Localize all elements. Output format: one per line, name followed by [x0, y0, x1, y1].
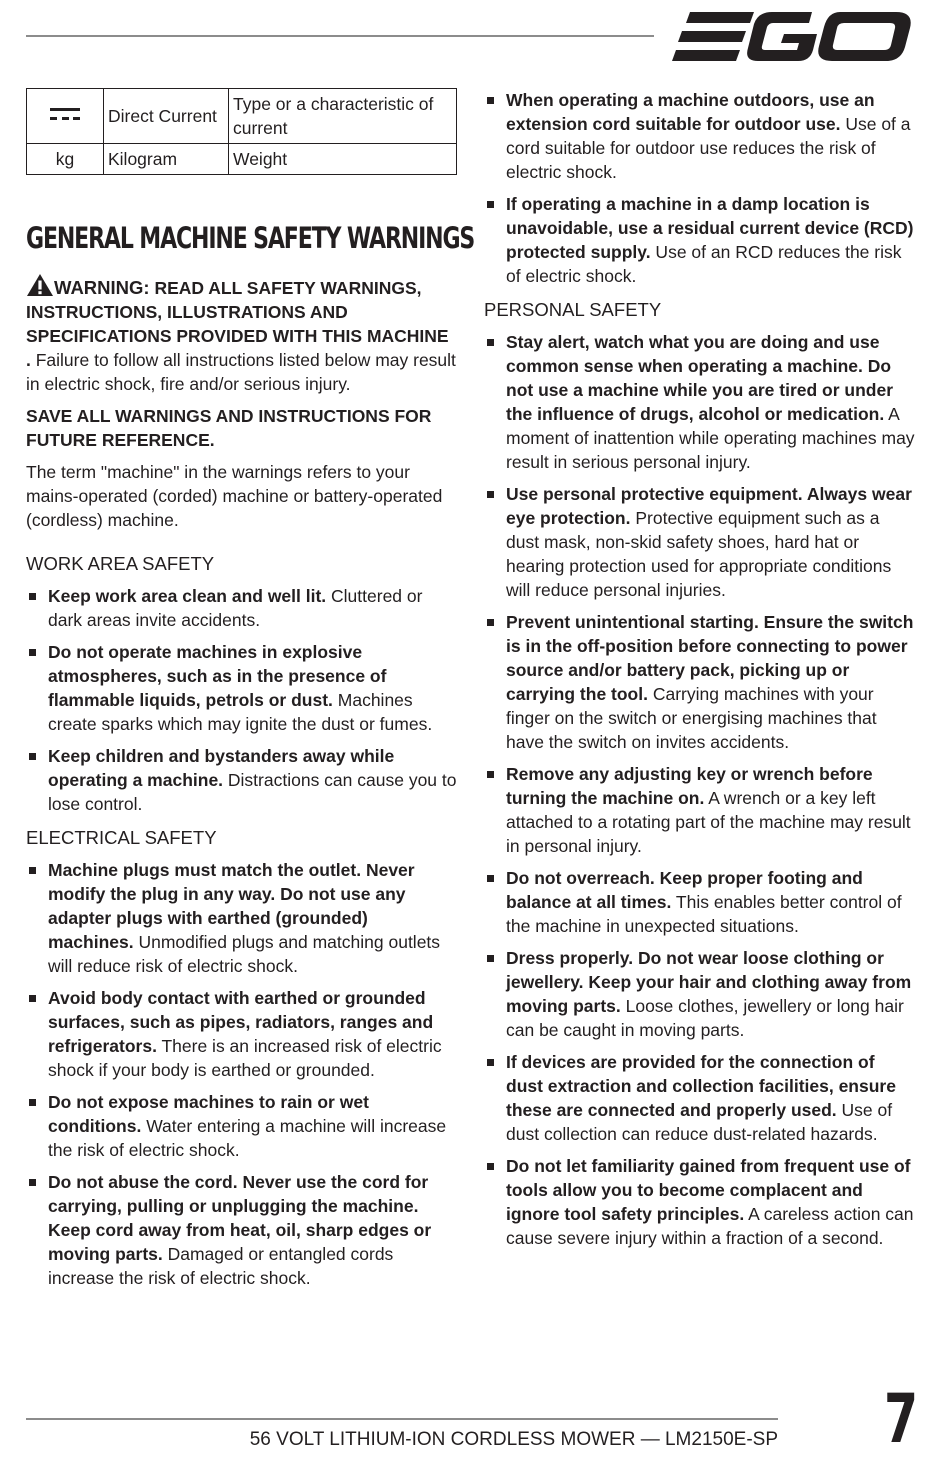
- bullet-icon: [487, 201, 494, 208]
- item-bold: Remove any adjusting key or wrench before turning the machine on.: [506, 764, 873, 808]
- item-bold: Keep work area clean and well lit.: [48, 586, 327, 606]
- item-text: Cluttered or dark areas invite accidents.: [48, 586, 423, 630]
- item-text: Protective equipment such as a dust mask, non-skid safety shoes, hard hat or hearing protection used for appropriate conditions will reduce personal injuries.: [506, 508, 892, 600]
- direct-current-icon: [50, 108, 80, 122]
- item-text: Unmodified plugs and matching outlets will reduce risk of electric shock.: [48, 932, 441, 976]
- item-bold: Keep children and bystanders away while operating a machine.: [48, 746, 395, 790]
- bullet-icon: [487, 339, 494, 346]
- item-bold: When operating a machine outdoors, use an extension cord suitable for outdoor use.: [506, 90, 875, 134]
- bullet-icon: [29, 1179, 36, 1186]
- personal-heading: PERSONAL SAFETY: [484, 299, 662, 320]
- bullet-icon: [487, 1059, 494, 1066]
- work-area-heading: WORK AREA SAFETY: [26, 553, 215, 574]
- bullet-icon: [29, 753, 36, 760]
- electrical-heading: ELECTRICAL SAFETY: [26, 827, 217, 848]
- save-instructions-note: SAVE ALL WARNINGS AND INSTRUCTIONS FOR FUTURE REFERENCE.: [26, 406, 432, 450]
- symbol-table: [26, 88, 457, 175]
- warning-paragraph: [26, 273, 458, 396]
- item-bold: Do not overreach. Keep proper footing and balance at all times.: [506, 868, 863, 912]
- personal-list: [484, 330, 916, 1250]
- item-text: This enables better control of the machine in unexpected situations.: [506, 892, 902, 936]
- section-title: GENERAL MACHINE SAFETY WARNINGS: [26, 221, 475, 255]
- item-bold: If devices are provided for the connection of dust extraction and collection facilities, ensure these are connected and properly used.: [506, 1052, 896, 1120]
- item-text: Use of an RCD reduces the risk of electric shock.: [506, 242, 902, 286]
- item-text: Damaged or entangled cords increase the risk of electric shock.: [48, 1244, 394, 1288]
- table-row: [27, 144, 457, 175]
- bullet-icon: [487, 771, 494, 778]
- list-item: [484, 482, 916, 602]
- symbol-meaning: Type or a characteristic of current: [229, 89, 457, 144]
- item-bold: Use personal protective equipment. Always wear eye protection.: [506, 484, 912, 528]
- list-item: [484, 610, 916, 754]
- bullet-icon: [487, 1163, 494, 1170]
- header-rule: [26, 35, 654, 37]
- footer-rule: [26, 1418, 778, 1420]
- warning-triangle-icon: [26, 273, 54, 297]
- intro-paragraph: The term "machine" in the warnings refers to your mains-operated (corded) machine or battery-operated (cordless) machine.: [26, 462, 443, 530]
- item-text: Use of dust collection can reduce dust-related hazards.: [506, 1100, 893, 1144]
- list-item: [484, 866, 916, 938]
- item-text: Carrying machines with your finger on the switch or energising machines that have the switch on invites accidents.: [506, 684, 877, 752]
- page-number: 7: [884, 1380, 919, 1459]
- list-item: [26, 584, 458, 632]
- table-row: [27, 89, 457, 144]
- list-item: [484, 1050, 916, 1146]
- list-item: [484, 192, 916, 288]
- bullet-icon: [487, 875, 494, 882]
- direct-current-symbol-cell: [27, 89, 104, 144]
- item-bold: Avoid body contact with earthed or grounded surfaces, such as pipes, radiators, ranges and refrigerators.: [48, 988, 434, 1056]
- list-item: [26, 986, 458, 1082]
- list-item: [26, 640, 458, 736]
- electrical-list-continued: [484, 88, 916, 288]
- item-text: A careless action can cause severe injury within a fraction of a second.: [506, 1204, 914, 1248]
- bullet-icon: [487, 97, 494, 104]
- list-item: [484, 1154, 916, 1250]
- symbol-meaning: Weight: [229, 144, 457, 175]
- list-item: [26, 858, 458, 978]
- item-text: Loose clothes, jewellery or long hair can be caught in moving parts.: [506, 996, 904, 1040]
- item-bold: Stay alert, watch what you are doing and use common sense when operating a machine. Do not use a machine while you are tired or under the influence of drugs, alcohol or medication.: [506, 332, 894, 424]
- bullet-icon: [487, 619, 494, 626]
- item-text: Water entering a machine will increase the risk of electric shock.: [48, 1116, 447, 1160]
- work-area-list: [26, 584, 458, 816]
- item-bold: Dress properly. Do not wear loose clothing or jewellery. Keep your hair and clothing away from moving parts.: [506, 948, 912, 1016]
- warning-text: Failure to follow all instructions listed below may result in electric shock, fire and/or serious injury.: [26, 350, 456, 394]
- ego-logo: [672, 10, 916, 64]
- item-bold: Do not abuse the cord. Never use the cord for carrying, pulling or unplugging the machine. Keep cord away from heat, oil, sharp edges or moving parts.: [48, 1172, 432, 1264]
- item-text: A wrench or a key left attached to a rotating part of the machine may result in personal injury.: [506, 788, 911, 856]
- bullet-icon: [487, 491, 494, 498]
- item-bold: Prevent unintentional starting. Ensure the switch is in the off-position before connecting to power source and/or battery pack, picking up or carrying the tool.: [506, 612, 914, 704]
- item-text: There is an increased risk of electric shock if your body is earthed or grounded.: [48, 1036, 442, 1080]
- list-item: [484, 88, 916, 184]
- warning-label: WARNING:: [54, 277, 150, 298]
- item-bold: Do not expose machines to rain or wet conditions.: [48, 1092, 369, 1136]
- warning-bold-text: READ ALL SAFETY WARNINGS, INSTRUCTIONS, ILLUSTRATIONS AND SPECIFICATIONS PROVIDED WITH THIS MACHINE .: [26, 278, 449, 370]
- list-item: [484, 946, 916, 1042]
- item-bold: Do not let familiarity gained from frequent use of tools allow you to become complacent and ignore tool safety principles.: [506, 1156, 911, 1224]
- bullet-icon: [487, 955, 494, 962]
- item-bold: If operating a machine in a damp location is unavoidable, use a residual current device (RCD) protected supply.: [506, 194, 914, 262]
- bullet-icon: [29, 1099, 36, 1106]
- bullet-icon: [29, 995, 36, 1002]
- footer-product-title: 56 VOLT LITHIUM-ION CORDLESS MOWER — LM2150E-SP: [249, 1429, 778, 1450]
- electrical-list: [26, 858, 458, 1290]
- item-text: Use of a cord suitable for outdoor use reduces the risk of electric shock.: [506, 114, 911, 182]
- symbol-name: Kilogram: [104, 144, 229, 175]
- bullet-icon: [29, 649, 36, 656]
- left-column: [26, 88, 475, 1300]
- symbol-name: Direct Current: [104, 89, 229, 144]
- bullet-icon: [29, 593, 36, 600]
- item-bold: Do not operate machines in explosive atmospheres, such as in the presence of flammable liquids, petrols or dust.: [48, 642, 387, 710]
- list-item: [484, 330, 916, 474]
- item-text: Machines create sparks which may ignite the dust or fumes.: [48, 690, 433, 734]
- bullet-icon: [29, 867, 36, 874]
- symbol-cell: kg: [27, 144, 104, 175]
- list-item: [26, 744, 458, 816]
- item-text: A moment of inattention while operating machines may result in serious personal injury.: [506, 404, 915, 472]
- right-column: [484, 88, 916, 1260]
- item-text: Distractions can cause you to lose control.: [48, 770, 457, 814]
- list-item: [26, 1090, 458, 1162]
- list-item: [484, 762, 916, 858]
- list-item: [26, 1170, 458, 1290]
- item-bold: Machine plugs must match the outlet. Never modify the plug in any way. Do not use any adapter plugs with earthed (grounded) machines.: [48, 860, 415, 952]
